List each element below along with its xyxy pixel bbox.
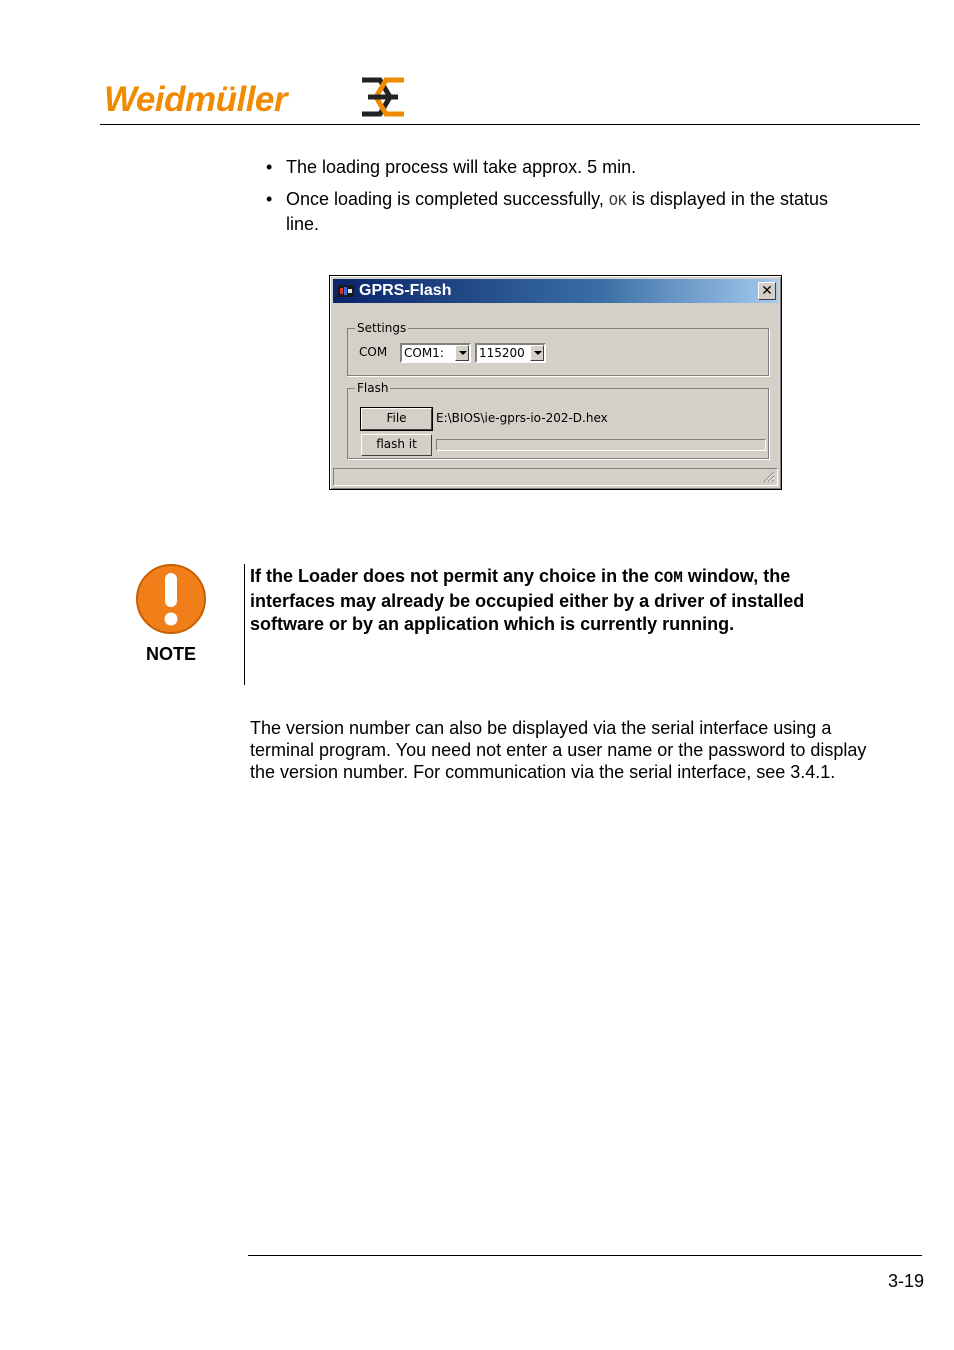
- exclamation-circle-icon: [135, 563, 207, 635]
- app-icon: [338, 285, 354, 297]
- baud-rate-value: 115200: [479, 346, 525, 360]
- weidmuller-cross-mark-icon: [360, 76, 406, 118]
- chevron-down-icon[interactable]: [530, 345, 544, 361]
- bullet-dot: •: [266, 157, 273, 177]
- file-path: E:\BIOS\ie-gprs-io-202-D.hex: [436, 411, 608, 425]
- settings-groupbox: [347, 321, 769, 376]
- com-port-select[interactable]: [400, 343, 471, 363]
- gprs-flash-dialog: [329, 275, 782, 490]
- bullet-item: [266, 156, 846, 179]
- dialog-titlebar: [333, 279, 778, 303]
- close-button[interactable]: ✕: [758, 282, 776, 300]
- bullet-list: [266, 156, 846, 245]
- settings-group-label: Settings: [357, 321, 407, 335]
- note-text-end: window, the interfaces may already be occupied either by a driver of installed software or by an application which is currently running.: [250, 566, 805, 634]
- page-number: 3-19: [887, 1271, 924, 1291]
- baud-rate-select[interactable]: [475, 343, 546, 363]
- footer-divider: [248, 1255, 922, 1256]
- bullet-item: [266, 188, 846, 236]
- bullet-dot: •: [266, 189, 273, 209]
- status-bar: [333, 468, 778, 486]
- com-code: COM: [654, 569, 683, 587]
- dialog-title: GPRS-Flash: [359, 282, 452, 299]
- note-text: [250, 565, 870, 636]
- body-paragraph: The version number can also be displayed via the serial interface using a terminal program. You need not enter a user name or the password to display the version number. For communication via the serial interface, see 3.4.1.: [250, 718, 867, 782]
- com-label: COM: [359, 345, 388, 359]
- com-port-value: COM1:: [404, 346, 444, 360]
- bullet-text: Once loading is completed successfully,: [286, 189, 604, 209]
- resize-grip-icon[interactable]: [763, 471, 775, 483]
- note-label: NOTE: [145, 644, 196, 664]
- flash-it-button[interactable]: flash it: [361, 434, 432, 456]
- note-text-start: If the Loader does not permit any choice in the: [250, 566, 650, 586]
- bullet-text-continued: is displayed in the status line.: [286, 189, 828, 234]
- flash-progress-bar: [436, 439, 766, 451]
- flash-groupbox: [347, 381, 769, 459]
- logo-text: Weidmüller: [104, 80, 288, 119]
- bullet-text: The loading process will take approx. 5 min.: [286, 157, 637, 177]
- ok-code: OK: [608, 193, 627, 210]
- header-divider: [100, 124, 920, 125]
- flash-group-label: Flash: [357, 381, 389, 395]
- chevron-down-icon[interactable]: [455, 345, 469, 361]
- note-divider: [244, 564, 245, 685]
- file-button[interactable]: File: [361, 408, 432, 430]
